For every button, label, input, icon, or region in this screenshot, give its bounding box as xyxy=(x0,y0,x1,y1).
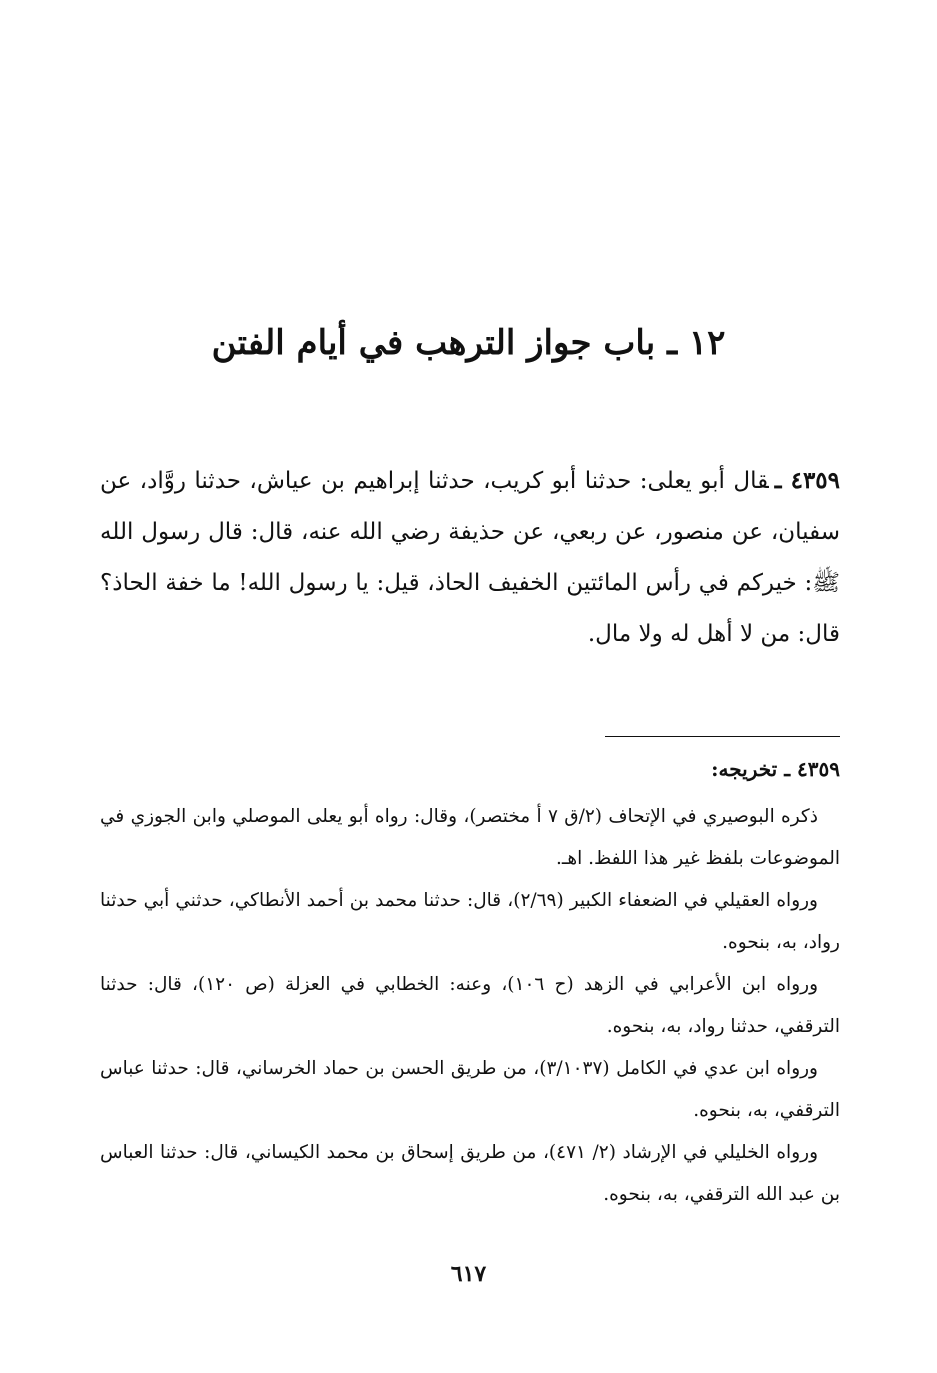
takhrij-heading: ٤٣٥٩ ـ تخريجه: xyxy=(711,757,840,781)
hadith-number: ٤٣٥٩ ـ xyxy=(774,467,841,494)
hadith-paragraph xyxy=(100,455,840,660)
chapter-title: ١٢ ـ باب جواز الترهب في أيام الفتن xyxy=(211,323,726,363)
page-number: ٦١٧ xyxy=(450,1261,487,1287)
takhrij-paragraph: ورواه ابن عدي في الكامل (٣/١٠٣٧)، من طريق الحسن بن حماد الخرساني، قال: حدثنا عباس الترقفي، به، بنحوه. xyxy=(100,1058,840,1121)
takhrij-paragraph: ورواه ابن الأعرابي في الزهد (ح ١٠٦)، وعنه: الخطابي في العزلة (ص ١٢٠)، قال: حدثنا الترقفي، حدثنا رواد، به، بنحوه. xyxy=(100,974,840,1037)
takhrij-paragraph: ورواه العقيلي في الضعفاء الكبير (٢/٦٩)، قال: حدثنا محمد بن أحمد الأنطاكي، حدثني أبي حدثنا رواد، به، بنحوه. xyxy=(100,890,840,953)
takhrij-section xyxy=(100,796,840,1216)
hadith-text: قال أبو يعلى: حدثنا أبو كريب، حدثنا إبراهيم بن عياش، حدثنا روَّاد، عن سفيان، عن منصور، عن ربعي، عن حذيفة رضي الله عنه، قال: قال رسول الله ﷺ: خيركم في رأس المائتين الخفيف الحاذ، قيل: يا رسول الله! ما خفة الحاذ؟ قال: من لا أهل له ولا مال. xyxy=(100,468,840,647)
footnote-divider xyxy=(605,736,840,737)
takhrij-paragraph: ورواه الخليلي في الإرشاد (٢/ ٤٧١)، من طريق إسحاق بن محمد الكيساني، قال: حدثنا العباس بن عبد الله الترقفي، به، بنحوه. xyxy=(100,1142,840,1205)
takhrij-paragraph: ذكره البوصيري في الإتحاف (٢/ق ٧ أ مختصر)، وقال: رواه أبو يعلى الموصلي وابن الجوزي في الموضوعات بلفظ غير هذا اللفظ. اهـ. xyxy=(100,806,840,869)
